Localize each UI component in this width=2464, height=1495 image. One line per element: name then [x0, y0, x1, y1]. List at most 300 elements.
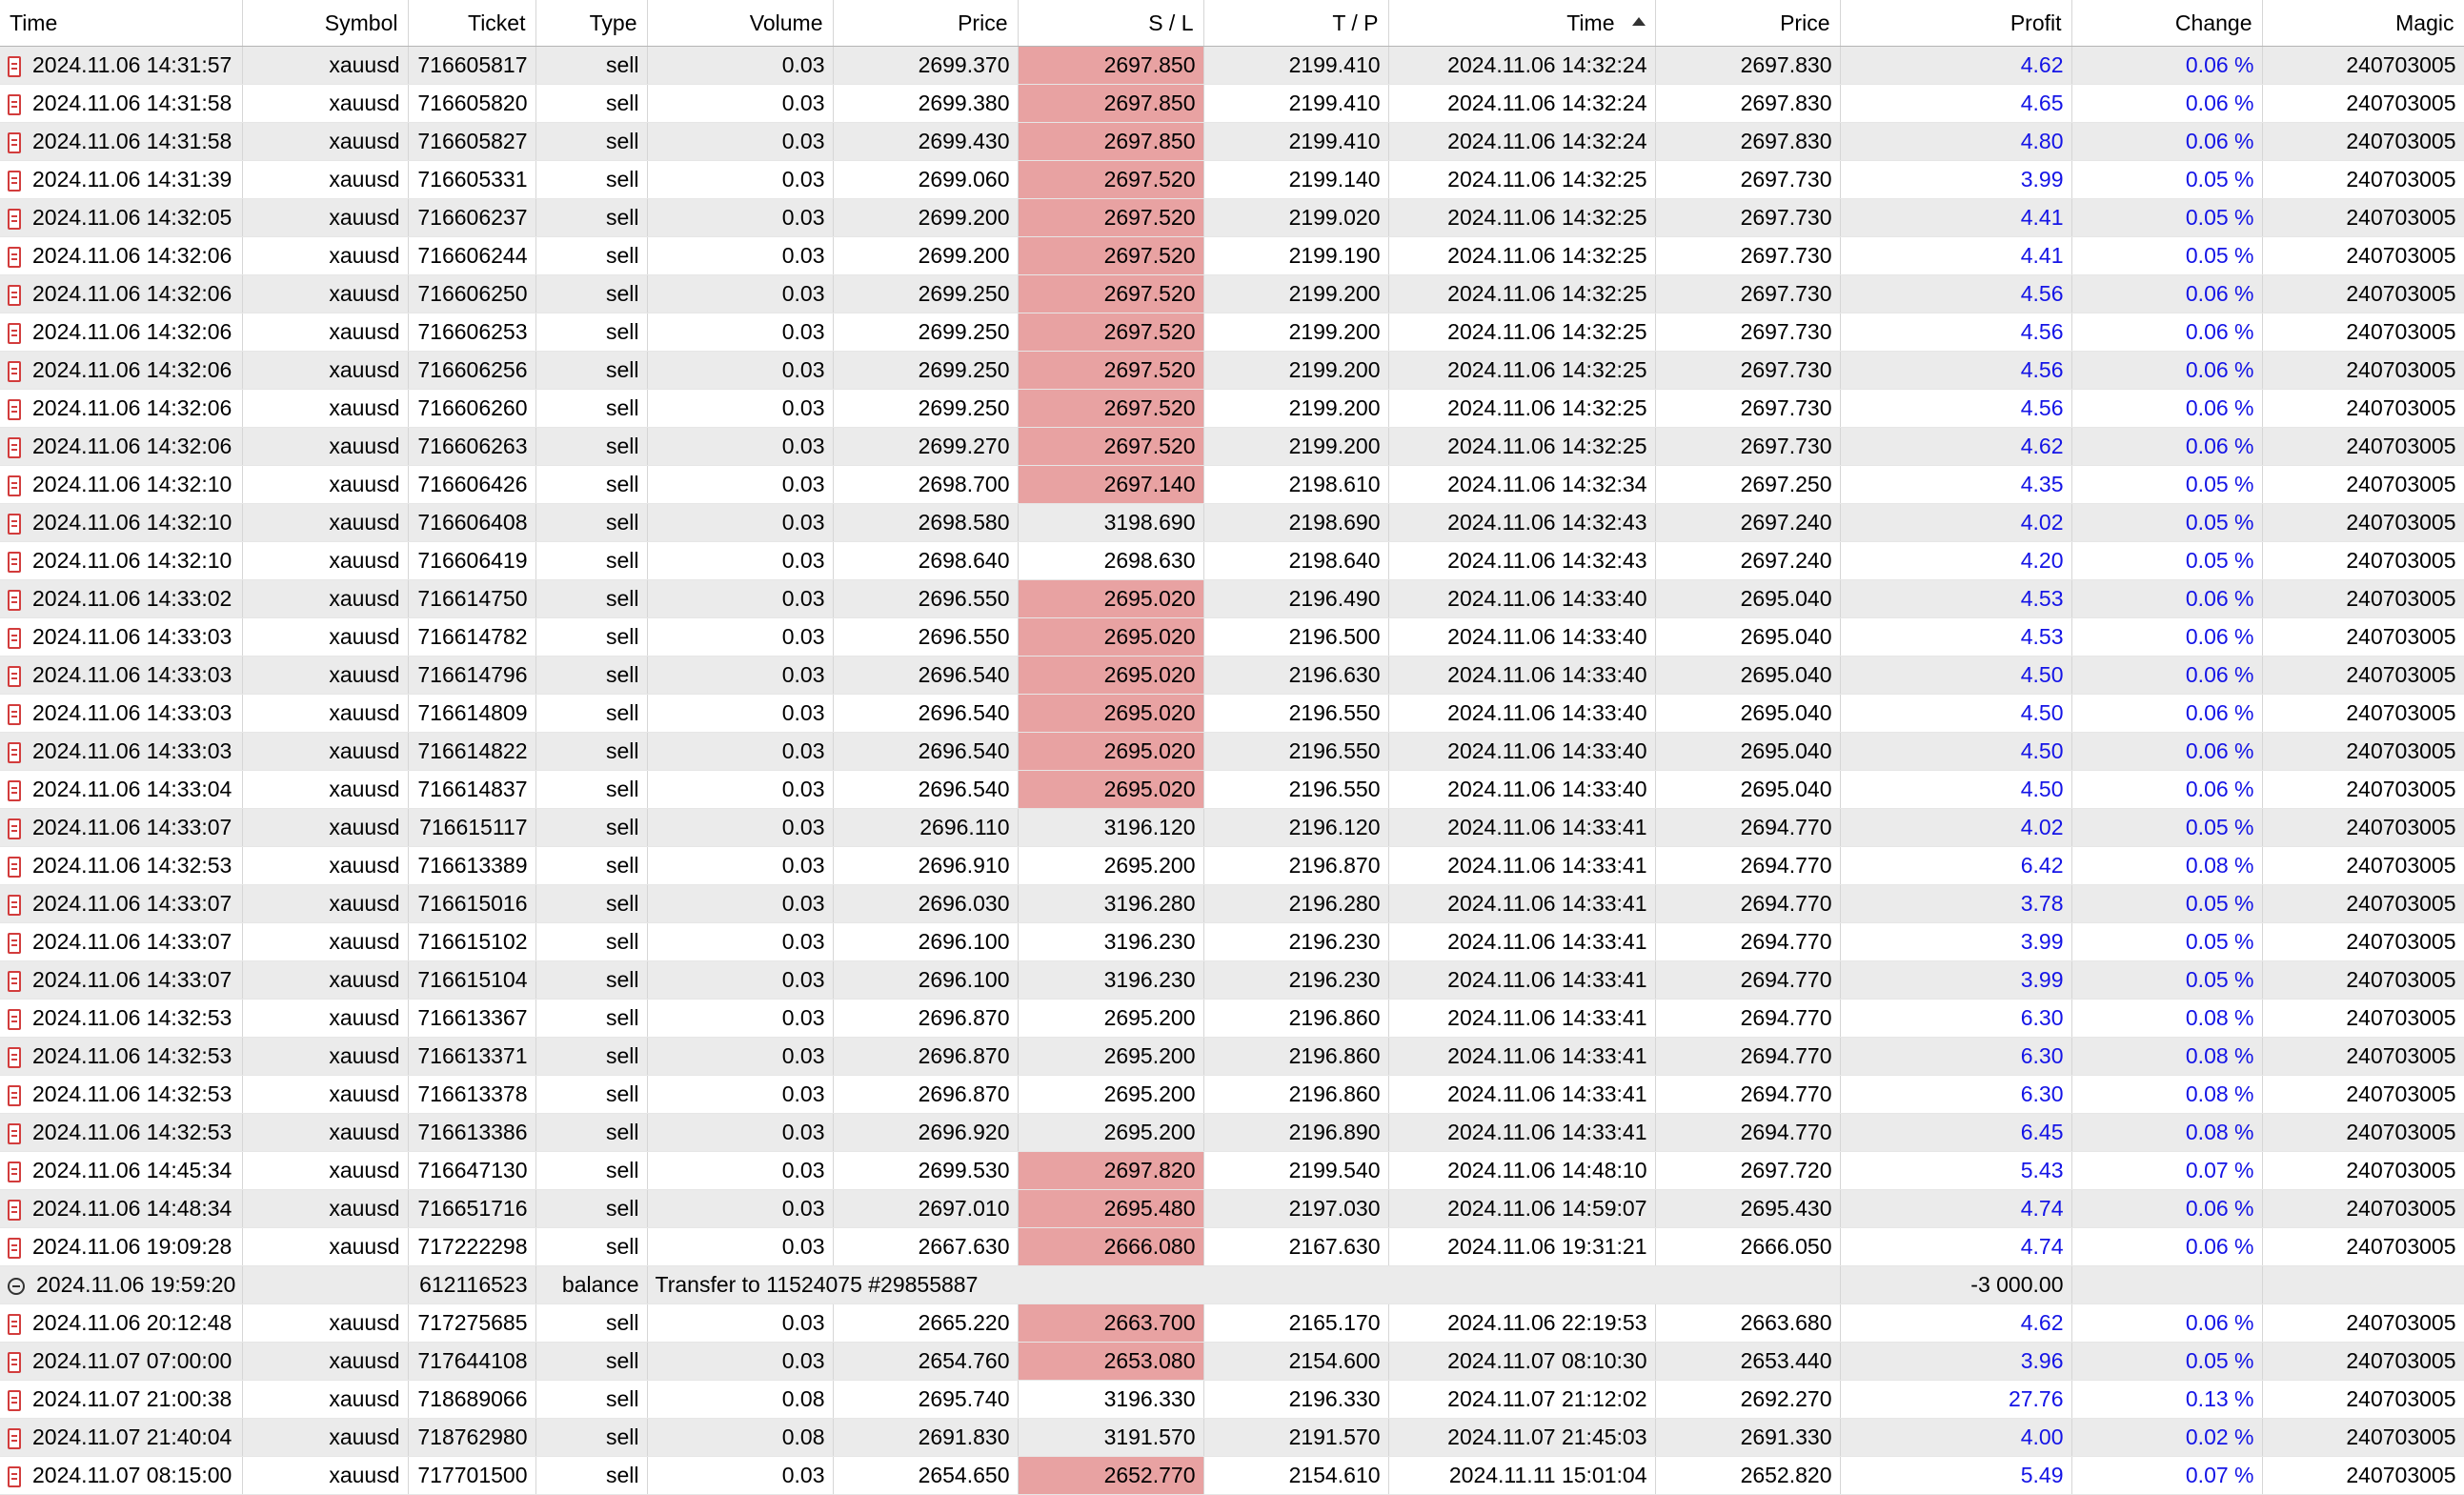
table-row[interactable] — [0, 961, 2464, 1000]
cell-change: 0.06 % — [2071, 1190, 2262, 1228]
cell-magic: 240703005 — [2262, 1114, 2464, 1152]
cell-symbol: xauusd — [242, 1114, 408, 1152]
cell-volume: 0.03 — [647, 466, 833, 504]
cell-open-price: 2699.250 — [833, 390, 1018, 428]
cell-close-time: 2024.11.06 14:33:41 — [1388, 1000, 1655, 1038]
cell-magic: 240703005 — [2262, 961, 2464, 1000]
cell-profit: 6.30 — [1840, 1076, 2071, 1114]
cell-symbol: xauusd — [242, 885, 408, 923]
cell-change: 0.06 % — [2071, 352, 2262, 390]
cell-tp: 2196.860 — [1203, 1000, 1388, 1038]
cell-ticket: 716613367 — [408, 1000, 535, 1038]
cell-open-time — [0, 657, 242, 695]
cell-symbol: xauusd — [242, 1228, 408, 1266]
open-time-text: 2024.11.06 14:32:53 — [32, 1120, 232, 1144]
cell-open-price: 2696.550 — [833, 580, 1018, 618]
cell-magic: 240703005 — [2262, 275, 2464, 313]
trade-doc-icon — [8, 514, 21, 535]
cell-magic: 240703005 — [2262, 809, 2464, 847]
cell-symbol: xauusd — [242, 733, 408, 771]
cell-magic: 240703005 — [2262, 1000, 2464, 1038]
cell-sl: 2695.020 — [1018, 695, 1203, 733]
cell-open-price: 2699.200 — [833, 237, 1018, 275]
cell-sl: 2666.080 — [1018, 1228, 1203, 1266]
cell-tp: 2165.170 — [1203, 1304, 1388, 1343]
cell-profit: 27.76 — [1840, 1381, 2071, 1419]
cell-symbol: xauusd — [242, 313, 408, 352]
trade-doc-icon — [8, 1009, 21, 1030]
table-row[interactable] — [0, 542, 2464, 580]
table-row[interactable] — [0, 771, 2464, 809]
trade-doc-icon — [8, 742, 21, 763]
cell-magic: 240703005 — [2262, 1343, 2464, 1381]
cell-open-time — [0, 618, 242, 657]
cell-open-time — [0, 123, 242, 161]
cell-symbol: xauusd — [242, 85, 408, 123]
table-row[interactable] — [0, 733, 2464, 771]
column-header-change[interactable] — [2071, 0, 2262, 47]
table-row[interactable] — [0, 923, 2464, 961]
cell-ticket: 717701500 — [408, 1457, 535, 1495]
trade-doc-icon — [8, 1047, 21, 1068]
trade-doc-icon — [8, 818, 21, 839]
cell-sl: 3198.690 — [1018, 504, 1203, 542]
cell-close-time: 2024.11.06 14:33:40 — [1388, 695, 1655, 733]
cell-open-time — [0, 1304, 242, 1343]
cell-magic — [2262, 1266, 2464, 1304]
cell-symbol: xauusd — [242, 1343, 408, 1381]
cell-ticket: 717222298 — [408, 1228, 535, 1266]
cell-close-price: 2694.770 — [1655, 809, 1840, 847]
cell-tp: 2196.890 — [1203, 1114, 1388, 1152]
cell-close-price: 2666.050 — [1655, 1228, 1840, 1266]
cell-close-price: 2697.720 — [1655, 1152, 1840, 1190]
table-row[interactable] — [0, 1038, 2464, 1076]
cell-sl: 2695.200 — [1018, 1114, 1203, 1152]
cell-close-price: 2697.830 — [1655, 47, 1840, 85]
cell-ticket: 716606256 — [408, 352, 535, 390]
trade-doc-icon — [8, 56, 21, 77]
cell-close-time: 2024.11.06 14:33:41 — [1388, 847, 1655, 885]
cell-profit: 4.35 — [1840, 466, 2071, 504]
cell-open-price: 2654.760 — [833, 1343, 1018, 1381]
cell-volume: 0.03 — [647, 1190, 833, 1228]
cell-symbol: xauusd — [242, 1419, 408, 1457]
table-row[interactable] — [0, 1419, 2464, 1457]
cell-close-price: 2697.730 — [1655, 161, 1840, 199]
cell-open-time — [0, 1190, 242, 1228]
cell-open-price: 2667.630 — [833, 1228, 1018, 1266]
cell-symbol: xauusd — [242, 1152, 408, 1190]
cell-sl: 2697.140 — [1018, 466, 1203, 504]
cell-sl: 2697.850 — [1018, 85, 1203, 123]
cell-sl: 3196.280 — [1018, 885, 1203, 923]
cell-open-price: 2698.700 — [833, 466, 1018, 504]
cell-close-price: 2695.040 — [1655, 618, 1840, 657]
cell-tp: 2196.230 — [1203, 961, 1388, 1000]
cell-comment: Transfer to 11524075 #29855887 — [647, 1266, 1840, 1304]
cell-magic: 240703005 — [2262, 1304, 2464, 1343]
cell-profit: 4.53 — [1840, 618, 2071, 657]
column-header-type[interactable] — [535, 0, 647, 47]
column-header-magic[interactable] — [2262, 0, 2464, 47]
trade-doc-icon — [8, 666, 21, 687]
cell-close-price: 2694.770 — [1655, 1114, 1840, 1152]
open-time-text: 2024.11.06 19:59:20 — [36, 1272, 236, 1297]
trade-doc-icon — [8, 1352, 21, 1373]
cell-sl: 2697.520 — [1018, 161, 1203, 199]
cell-ticket: 716605817 — [408, 47, 535, 85]
trade-doc-icon — [8, 1123, 21, 1144]
cell-ticket: 716614782 — [408, 618, 535, 657]
cell-type: sell — [535, 1114, 647, 1152]
table-row[interactable] — [0, 161, 2464, 199]
cell-close-price: 2663.680 — [1655, 1304, 1840, 1343]
cell-volume: 0.03 — [647, 809, 833, 847]
table-row[interactable] — [0, 1381, 2464, 1419]
cell-close-time: 2024.11.06 14:48:10 — [1388, 1152, 1655, 1190]
cell-open-price: 2698.580 — [833, 504, 1018, 542]
cell-sl: 2697.850 — [1018, 123, 1203, 161]
cell-open-time — [0, 1343, 242, 1381]
column-header-profit[interactable] — [1840, 0, 2071, 47]
column-label: Price — [1780, 10, 1830, 35]
cell-ticket: 717275685 — [408, 1304, 535, 1343]
cell-close-time: 2024.11.06 14:33:41 — [1388, 923, 1655, 961]
column-header-open-time[interactable] — [0, 0, 242, 47]
cell-type: sell — [535, 771, 647, 809]
cell-type: sell — [535, 313, 647, 352]
cell-type: sell — [535, 657, 647, 695]
trade-doc-icon — [8, 1085, 21, 1106]
cell-profit: 4.41 — [1840, 237, 2071, 275]
cell-open-price: 2696.540 — [833, 695, 1018, 733]
cell-magic: 240703005 — [2262, 618, 2464, 657]
open-time-text: 2024.11.06 14:33:02 — [32, 586, 232, 611]
cell-tp: 2199.200 — [1203, 352, 1388, 390]
table-row[interactable] — [0, 1000, 2464, 1038]
cell-symbol: xauusd — [242, 237, 408, 275]
cell-close-time: 2024.11.06 14:32:25 — [1388, 275, 1655, 313]
cell-type: sell — [535, 695, 647, 733]
column-label: Symbol — [324, 10, 398, 35]
cell-close-time: 2024.11.11 15:01:04 — [1388, 1457, 1655, 1495]
cell-change: 0.08 % — [2071, 847, 2262, 885]
table-row[interactable] — [0, 275, 2464, 313]
cell-volume: 0.03 — [647, 657, 833, 695]
cell-ticket: 612116523 — [408, 1266, 535, 1304]
cell-profit: 6.30 — [1840, 1038, 2071, 1076]
cell-change: 0.13 % — [2071, 1381, 2262, 1419]
cell-volume: 0.03 — [647, 237, 833, 275]
table-row[interactable] — [0, 1114, 2464, 1152]
cell-magic: 240703005 — [2262, 885, 2464, 923]
cell-tp: 2199.410 — [1203, 85, 1388, 123]
cell-ticket: 716647130 — [408, 1152, 535, 1190]
cell-open-price: 2696.100 — [833, 961, 1018, 1000]
cell-sl: 2698.630 — [1018, 542, 1203, 580]
table-row[interactable] — [0, 885, 2464, 923]
table-row[interactable] — [0, 1190, 2464, 1228]
cell-tp: 2196.120 — [1203, 809, 1388, 847]
cell-type: sell — [535, 1038, 647, 1076]
table-row[interactable] — [0, 1343, 2464, 1381]
cell-close-time: 2024.11.06 14:32:25 — [1388, 199, 1655, 237]
cell-tp: 2198.610 — [1203, 466, 1388, 504]
cell-profit: 4.56 — [1840, 313, 2071, 352]
sort-ascending-icon — [1632, 17, 1646, 26]
cell-tp: 2198.690 — [1203, 504, 1388, 542]
cell-profit: 4.53 — [1840, 580, 2071, 618]
table-row[interactable] — [0, 809, 2464, 847]
cell-ticket: 716615102 — [408, 923, 535, 961]
open-time-text: 2024.11.06 14:33:07 — [32, 967, 232, 992]
cell-profit: 4.20 — [1840, 542, 2071, 580]
cell-close-price: 2697.730 — [1655, 352, 1840, 390]
table-row[interactable] — [0, 352, 2464, 390]
cell-ticket: 716606244 — [408, 237, 535, 275]
cell-symbol: xauusd — [242, 1038, 408, 1076]
column-header-close-price[interactable] — [1655, 0, 1840, 47]
cell-open-price: 2696.540 — [833, 733, 1018, 771]
cell-magic: 240703005 — [2262, 504, 2464, 542]
open-time-text: 2024.11.06 14:32:53 — [32, 1081, 232, 1106]
cell-close-price: 2697.730 — [1655, 428, 1840, 466]
cell-ticket: 716614796 — [408, 657, 535, 695]
table-row[interactable] — [0, 1228, 2464, 1266]
cell-close-time: 2024.11.06 14:33:41 — [1388, 885, 1655, 923]
table-row[interactable] — [0, 1152, 2464, 1190]
cell-magic: 240703005 — [2262, 352, 2464, 390]
cell-tp: 2191.570 — [1203, 1419, 1388, 1457]
cell-sl: 2695.020 — [1018, 657, 1203, 695]
cell-close-price: 2697.730 — [1655, 313, 1840, 352]
cell-change: 0.02 % — [2071, 1419, 2262, 1457]
cell-close-time: 2024.11.06 14:32:25 — [1388, 428, 1655, 466]
cell-type: sell — [535, 123, 647, 161]
cell-open-price: 2696.110 — [833, 809, 1018, 847]
table-row[interactable] — [0, 123, 2464, 161]
cell-change: 0.05 % — [2071, 809, 2262, 847]
table-row[interactable] — [0, 428, 2464, 466]
open-time-text: 2024.11.06 14:33:07 — [32, 929, 232, 954]
cell-magic: 240703005 — [2262, 313, 2464, 352]
cell-open-time — [0, 580, 242, 618]
open-time-text: 2024.11.06 14:32:06 — [32, 357, 232, 382]
cell-type: sell — [535, 85, 647, 123]
column-label: Type — [589, 10, 637, 35]
trade-doc-icon — [8, 1466, 21, 1487]
table-row[interactable] — [0, 1457, 2464, 1495]
cell-tp: 2196.280 — [1203, 885, 1388, 923]
cell-volume: 0.03 — [647, 1457, 833, 1495]
cell-change: 0.05 % — [2071, 1343, 2262, 1381]
table-row[interactable] — [0, 199, 2464, 237]
table-row[interactable] — [0, 85, 2464, 123]
cell-volume: 0.03 — [647, 695, 833, 733]
open-time-text: 2024.11.06 14:32:10 — [32, 472, 232, 496]
table-row[interactable] — [0, 313, 2464, 352]
cell-volume: 0.03 — [647, 580, 833, 618]
cell-volume: 0.03 — [647, 1304, 833, 1343]
table-row[interactable] — [0, 47, 2464, 85]
cell-close-time: 2024.11.06 14:33:40 — [1388, 618, 1655, 657]
cell-magic: 240703005 — [2262, 237, 2464, 275]
table-row[interactable] — [0, 580, 2464, 618]
column-header-ticket[interactable] — [408, 0, 535, 47]
cell-tp: 2196.500 — [1203, 618, 1388, 657]
cell-type: sell — [535, 275, 647, 313]
column-header-volume[interactable] — [647, 0, 833, 47]
cell-ticket: 716606426 — [408, 466, 535, 504]
column-header-take-profit[interactable] — [1203, 0, 1388, 47]
cell-close-time: 2024.11.07 08:10:30 — [1388, 1343, 1655, 1381]
cell-change: 0.07 % — [2071, 1457, 2262, 1495]
cell-type: sell — [535, 1076, 647, 1114]
cell-open-time — [0, 275, 242, 313]
cell-profit: 4.50 — [1840, 657, 2071, 695]
cell-open-time — [0, 1038, 242, 1076]
table-row[interactable] — [0, 390, 2464, 428]
table-row[interactable] — [0, 1304, 2464, 1343]
cell-open-price: 2697.010 — [833, 1190, 1018, 1228]
balance-minus-icon[interactable] — [8, 1278, 25, 1295]
cell-symbol: xauusd — [242, 504, 408, 542]
cell-ticket: 716615104 — [408, 961, 535, 1000]
cell-type: sell — [535, 161, 647, 199]
cell-open-time — [0, 1266, 242, 1304]
open-time-text: 2024.11.06 14:45:34 — [32, 1158, 232, 1182]
cell-symbol: xauusd — [242, 199, 408, 237]
cell-tp: 2198.640 — [1203, 542, 1388, 580]
cell-volume: 0.03 — [647, 618, 833, 657]
trade-doc-icon — [8, 971, 21, 992]
cell-symbol: xauusd — [242, 123, 408, 161]
balance-row[interactable] — [0, 1266, 2464, 1304]
cell-type: sell — [535, 1304, 647, 1343]
cell-open-price: 2696.920 — [833, 1114, 1018, 1152]
cell-change: 0.06 % — [2071, 390, 2262, 428]
cell-volume: 0.03 — [647, 771, 833, 809]
cell-type: sell — [535, 542, 647, 580]
cell-symbol: xauusd — [242, 542, 408, 580]
open-time-text: 2024.11.07 07:00:00 — [32, 1348, 232, 1373]
cell-close-price: 2697.730 — [1655, 199, 1840, 237]
column-header-open-price[interactable] — [833, 0, 1018, 47]
cell-close-time: 2024.11.06 14:32:43 — [1388, 542, 1655, 580]
column-header-stop-loss[interactable] — [1018, 0, 1203, 47]
cell-ticket: 716613371 — [408, 1038, 535, 1076]
cell-profit: 4.50 — [1840, 771, 2071, 809]
cell-open-price: 2699.250 — [833, 352, 1018, 390]
cell-profit: 4.62 — [1840, 47, 2071, 85]
cell-change: 0.08 % — [2071, 1114, 2262, 1152]
cell-change: 0.06 % — [2071, 733, 2262, 771]
cell-close-price: 2694.770 — [1655, 1038, 1840, 1076]
cell-close-price: 2694.770 — [1655, 847, 1840, 885]
cell-close-time: 2024.11.06 14:32:24 — [1388, 47, 1655, 85]
column-header-symbol[interactable] — [242, 0, 408, 47]
cell-open-time — [0, 428, 242, 466]
table-row[interactable] — [0, 618, 2464, 657]
trade-doc-icon — [8, 857, 21, 878]
cell-tp: 2199.200 — [1203, 428, 1388, 466]
cell-profit: 3.99 — [1840, 923, 2071, 961]
cell-volume: 0.03 — [647, 1152, 833, 1190]
cell-profit: 3.99 — [1840, 161, 2071, 199]
table-row[interactable] — [0, 695, 2464, 733]
cell-symbol: xauusd — [242, 390, 408, 428]
cell-change — [2071, 1266, 2262, 1304]
table-row[interactable] — [0, 1076, 2464, 1114]
table-row[interactable] — [0, 504, 2464, 542]
cell-magic: 240703005 — [2262, 199, 2464, 237]
cell-tp: 2199.020 — [1203, 199, 1388, 237]
column-header-close-time[interactable] — [1388, 0, 1655, 47]
cell-type: sell — [535, 733, 647, 771]
cell-profit: 5.43 — [1840, 1152, 2071, 1190]
table-row[interactable] — [0, 657, 2464, 695]
cell-profit: 4.41 — [1840, 199, 2071, 237]
cell-open-time — [0, 771, 242, 809]
cell-open-price: 2696.540 — [833, 771, 1018, 809]
table-row[interactable] — [0, 847, 2464, 885]
cell-sl: 2695.020 — [1018, 580, 1203, 618]
open-time-text: 2024.11.06 14:33:03 — [32, 738, 232, 763]
cell-open-price: 2699.250 — [833, 275, 1018, 313]
cell-symbol: xauusd — [242, 618, 408, 657]
trade-doc-icon — [8, 1238, 21, 1259]
cell-change: 0.06 % — [2071, 428, 2262, 466]
open-time-text: 2024.11.06 14:31:57 — [32, 52, 232, 77]
table-row[interactable] — [0, 466, 2464, 504]
cell-magic: 240703005 — [2262, 123, 2464, 161]
cell-tp: 2196.630 — [1203, 657, 1388, 695]
column-label: Ticket — [468, 10, 526, 35]
cell-ticket: 717644108 — [408, 1343, 535, 1381]
cell-profit: 6.45 — [1840, 1114, 2071, 1152]
cell-sl: 2695.200 — [1018, 847, 1203, 885]
cell-symbol: xauusd — [242, 580, 408, 618]
trade-doc-icon — [8, 399, 21, 420]
cell-magic: 240703005 — [2262, 695, 2464, 733]
cell-volume: 0.03 — [647, 733, 833, 771]
trade-doc-icon — [8, 209, 21, 230]
table-row[interactable] — [0, 237, 2464, 275]
cell-ticket: 716613378 — [408, 1076, 535, 1114]
cell-sl: 2695.200 — [1018, 1076, 1203, 1114]
cell-sl: 3196.330 — [1018, 1381, 1203, 1419]
cell-sl: 3196.120 — [1018, 809, 1203, 847]
cell-symbol: xauusd — [242, 809, 408, 847]
cell-sl: 2652.770 — [1018, 1457, 1203, 1495]
cell-close-time: 2024.11.06 14:33:41 — [1388, 809, 1655, 847]
cell-symbol: xauusd — [242, 1381, 408, 1419]
cell-open-price: 2695.740 — [833, 1381, 1018, 1419]
open-time-text: 2024.11.07 21:40:04 — [32, 1424, 232, 1449]
cell-profit: 3.96 — [1840, 1343, 2071, 1381]
trade-doc-icon — [8, 1162, 21, 1182]
cell-type: sell — [535, 618, 647, 657]
cell-symbol: xauusd — [242, 923, 408, 961]
cell-profit: 4.74 — [1840, 1228, 2071, 1266]
cell-open-price: 2696.870 — [833, 1038, 1018, 1076]
cell-tp: 2197.030 — [1203, 1190, 1388, 1228]
cell-close-price: 2694.770 — [1655, 923, 1840, 961]
cell-tp: 2199.410 — [1203, 47, 1388, 85]
cell-open-time — [0, 885, 242, 923]
cell-sl: 2697.820 — [1018, 1152, 1203, 1190]
